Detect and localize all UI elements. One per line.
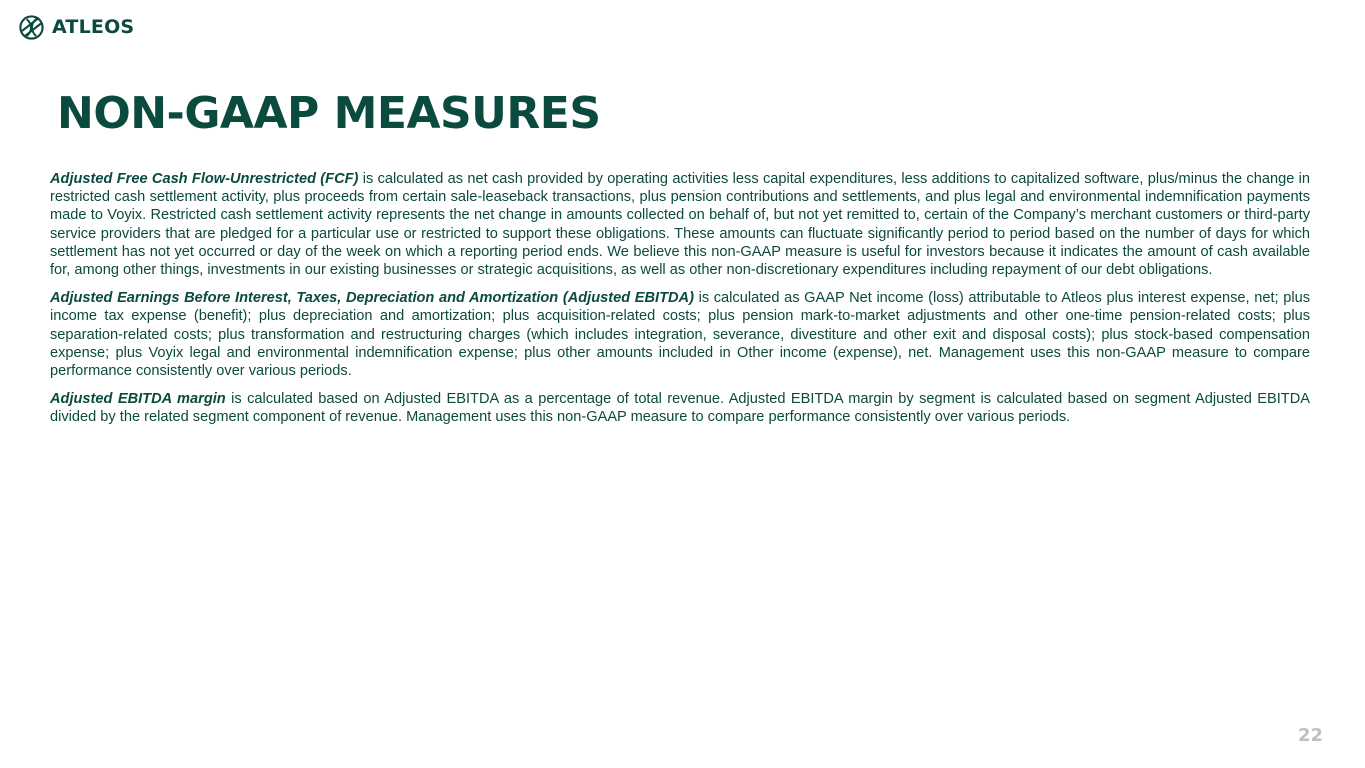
brand-name: ATLEOS: [52, 16, 135, 38]
page-title: NON-GAAP MEASURES: [57, 88, 601, 139]
definition-text: is calculated as GAAP Net income (loss) attributable to Atleos plus interest expense, net; plus income tax expense (benefit); plus depreciation and amortization; plus acquisition-related costs; plus pension mark-to-market adjustments and other one-time pension-related costs; plus separation-related costs; plus transformation and restructuring charges (which includes integration, severance, divestiture and other exit and disposal costs); plus stock-based compensation expense; plus Voyix legal and environmental indemnification expense; plus other amounts included in Other income (expense), net. Management uses this non-GAAP measure to compare performance consistently over various periods.: [50, 290, 1310, 380]
definition-text: is calculated as net cash provided by operating activities less capital expenditures, less additions to capitalized software, plus/minus the change in restricted cash settlement activity, plus proceeds from certain sale-leaseback transactions, plus pension contributions and settlements, and plus legal and environmental indemnification payments made to Voyix. Restricted cash settlement activity represents the net change in amounts collected on behalf of, but not yet remitted to, certain of the Company’s merchant customers or third-party service providers that are pledged for a particular use or restricted to support these obligations. These amounts can fluctuate significantly period to period based on the number of days for which settlement has not yet occurred or day of the week on which a reporting period ends. We believe this non-GAAP measure is useful for investors because it indicates the amount of cash available for, among other things, investments in our existing businesses or strategic acquisitions, as well as other non-discretionary expenditures including repayment of our debt obligations.: [50, 171, 1310, 279]
page-number: 22: [1297, 725, 1323, 746]
definitions-body: [50, 170, 1310, 437]
definition-term: Adjusted Free Cash Flow-Unrestricted (FCF): [50, 171, 359, 187]
definition-term: Adjusted Earnings Before Interest, Taxes, Depreciation and Amortization (Adjusted EBITDA): [50, 290, 694, 307]
definition-text: is calculated based on Adjusted EBITDA as a percentage of total revenue. Adjusted EBITDA margin by segment is calculated based on segment Adjusted EBITDA divided by the related segment component of revenue. Management uses this non-GAAP measure to compare performance consistently over various periods.: [50, 391, 1310, 426]
definition-paragraph-ebitda-margin: [50, 390, 1310, 426]
definition-term: Adjusted EBITDA margin: [50, 391, 226, 408]
brand-logo: [18, 14, 134, 41]
definition-paragraph-adjusted-ebitda: [50, 289, 1310, 380]
globe-logo-icon: [18, 14, 45, 41]
definition-paragraph-fcf: [50, 170, 1310, 279]
